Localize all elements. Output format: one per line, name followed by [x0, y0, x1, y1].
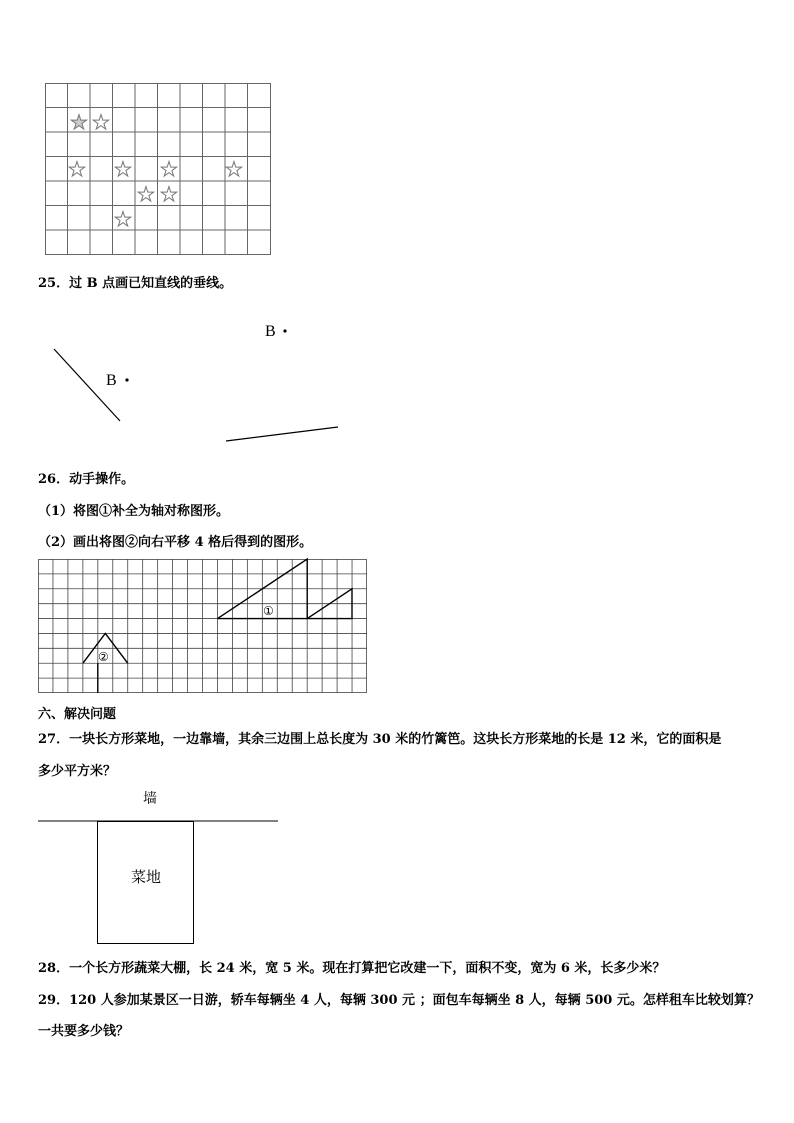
- star-icon: ★: [68, 157, 86, 181]
- question-25: 25．过 B 点画已知直线的垂线。: [38, 276, 233, 291]
- field-label: 菜地: [131, 868, 162, 886]
- star-icon: ★: [137, 182, 155, 206]
- shape-2-label: ②: [98, 650, 109, 664]
- section-title: 六、解决问题: [38, 707, 117, 722]
- question-28: 28．一个长方形蔬菜大棚，长 24 米，宽 5 米。现在打算把它改建一下，面积不变，宽为 6 米，长多少米？: [38, 961, 666, 976]
- star-icon: ★: [114, 207, 132, 231]
- wall-label: 墙: [143, 791, 157, 807]
- star-icon: ★: [160, 157, 178, 181]
- star-icon: ★: [92, 110, 110, 134]
- point-b-right: B: [265, 323, 276, 340]
- point-b-left: B: [106, 372, 117, 389]
- star-icon: ★: [160, 182, 178, 206]
- question-29-line1: 29．120 人参加某景区一日游，轿车每辆坐 4 人，每辆 300 元 ；面包车每辆坐 8 人，每辆 500 元。怎样租车比较划算？: [38, 993, 760, 1008]
- question-27-line1: 27．一块长方形菜地，一边靠墙，其余三边围上总长度为 30 米的竹篱笆。这块长方形菜地的长是 12 米，它的面积是: [38, 732, 722, 747]
- question-27-line2: 多少平方米？: [38, 764, 117, 779]
- star-icon: ★: [114, 157, 132, 181]
- star-icon: ★: [70, 110, 88, 134]
- question-29-line2: 一共要多少钱？: [38, 1024, 130, 1039]
- question-26-part2: （2）画出将图②向右平移 4 格后得到的图形。: [38, 535, 313, 550]
- shape-1-label: ①: [263, 604, 274, 618]
- star-icon: ★: [225, 157, 243, 181]
- question-26: 26．动手操作。: [38, 472, 135, 487]
- question-26-part1: （1）将图①补全为轴对称图形。: [38, 504, 230, 519]
